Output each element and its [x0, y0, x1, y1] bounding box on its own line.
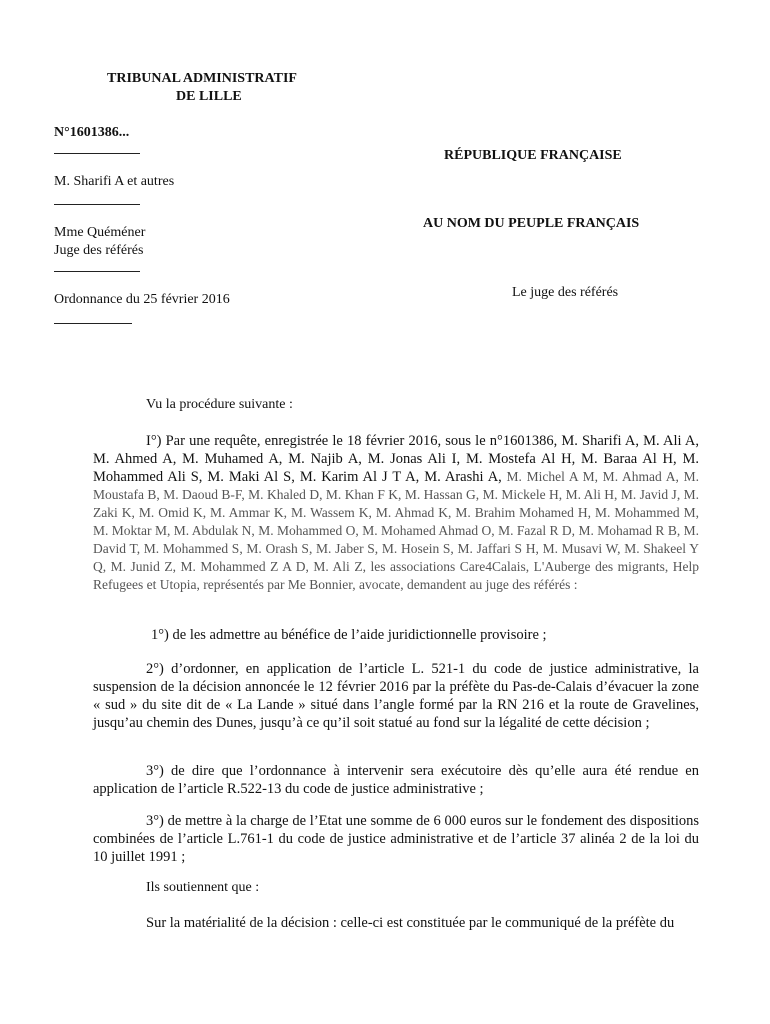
arguments-paragraph — [93, 914, 699, 932]
separator-line — [54, 153, 140, 154]
request-list — [93, 626, 699, 644]
republic-heading: RÉPUBLIQUE FRANÇAISE — [444, 148, 622, 163]
separator-line — [54, 204, 140, 205]
request-item: 3°) de mettre à la charge de l’Etat une somme de 6 000 euros sur le fondement des dispositions combinées de l’article L.761-1 du code de justice administrative et de l’article 37 alinéa 2 de la loi du 10 juillet 1991 ; — [93, 813, 699, 865]
request-list — [93, 812, 699, 866]
parties: M. Sharifi A et autres — [54, 174, 175, 189]
court-name-line1: TRIBUNAL ADMINISTRATIF — [107, 71, 297, 86]
procedure-intro: Vu la procédure suivante : — [146, 397, 293, 412]
judge-title: Le juge des référés — [512, 285, 619, 300]
separator-line — [54, 271, 140, 272]
applicants-text: I°) Par une requête, enregistrée le 18 février 2016, sous le n°1601386, M. Sharifi A, M. Ali A, M. Ahmed A, M. Muhamed A, M. Najib A, M. Jonas Ali I, M. Mostefa Al H, M. Baraa Al H, M. Mohammed Ali S, M. Maki Al S, M. Karim Al J T A, M. Arashi A, — [93, 433, 699, 485]
applicants-text-continued: M. Michel A M, M. Ahmad A, M. Moustafa B, M. Daoud B-F, M. Khaled D, M. Khan F K, M. Hassan G, M. Mickele H, M. Ali H, M. Javid J, M. Zaki K, M. Omid K, M. Ammar K, M. Wassem K, M. Ahmad K, M. Brahim Mohamed H, M. Mohammed M, M. Moktar M, M. Abdulak N, M. Mohammed O, M. Mohamed Ahmad O, M. Fazal R D, M. Mohamad R B, M. David T, M. Mohammed S, M. Orash S, M. Jaber S, M. Hosein S, M. Jaffari S H, M. Musavi W, M. Shakeel Y Q, M. Junid Z, M. Mohammed Z A D, M. Ali Z, les associations Care4Calais, L'Auberge des migrants, Help Refugees et Utopia, représentés par Me Bonnier, avocate, demandent au juge des référés : — [93, 469, 699, 592]
case-number: N°1601386... — [54, 125, 130, 140]
first-request-paragraph — [93, 432, 699, 594]
request-item: 3°) de dire que l’ordonnance à intervenir sera exécutoire dès qu’elle aura été rendue en application de l’article R.522-13 du code de justice administrative ; — [93, 763, 699, 797]
separator-line — [54, 323, 132, 324]
in-name-heading: AU NOM DU PEUPLE FRANÇAIS — [423, 216, 640, 231]
court-name-line2: DE LILLE — [176, 89, 242, 104]
judge-role: Juge des référés — [54, 243, 144, 258]
request-item: 1°) de les admettre au bénéfice de l’aide juridictionnelle provisoire ; — [151, 627, 547, 643]
request-item: 2°) d’ordonner, en application de l’article L. 521-1 du code de justice administrative, la suspension de la décision annoncée le 12 février 2016 par la préfète du Pas-de-Calais d’évacuer la zone « sud » du site dit de « La Lande » situé dans l’angle formé par la RN 216 et la route de Gravelines, jusqu’au chemin des Dunes, jusqu’à ce qu’il soit statué au fond sur la légalité de cette décision ; — [93, 661, 699, 731]
request-list — [93, 762, 699, 798]
order-date: Ordonnance du 25 février 2016 — [54, 292, 230, 307]
argument-item: Sur la matérialité de la décision : celle-ci est constituée par le communiqué de la préfète du — [146, 915, 675, 931]
applicants-paragraph — [93, 432, 699, 594]
judge-name: Mme Quéméner — [54, 225, 146, 240]
arguments-intro: Ils soutiennent que : — [146, 880, 260, 895]
request-list — [93, 660, 699, 732]
